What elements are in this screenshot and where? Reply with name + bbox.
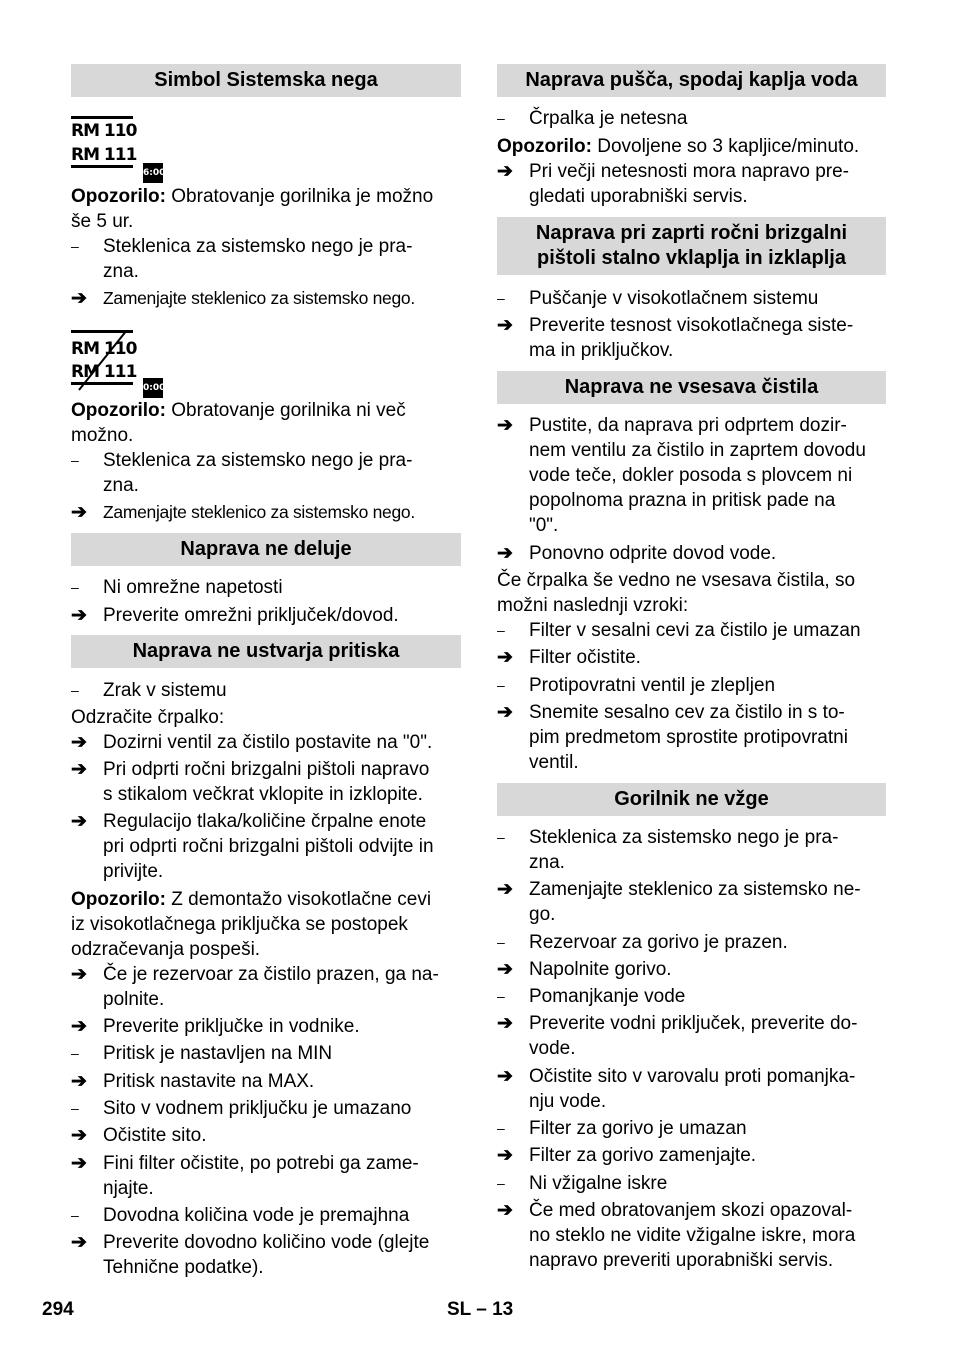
action-item: ➔ Če med obratovanjem skozi opazoval- (497, 1200, 853, 1221)
list-item: – Steklenica za sistemsko nego je pra- (71, 236, 413, 257)
section-heading-no-pressure: Naprava ne ustvarja pritiska (71, 635, 461, 668)
symbol-timer-box: 0:00 (143, 378, 163, 398)
section-heading-leaking: Naprava pušča, spodaj kaplja voda (497, 64, 886, 97)
action-item-cont: pri odprti ročni brizgalni pištoli odvijte in (103, 836, 434, 857)
action-item: ➔ Filter očistite. (497, 647, 641, 668)
action-item-cont: nem ventilu za čistilo in zaprtem dovodu (529, 440, 866, 461)
action-item: ➔ Snemite sesalno cev za čistilo in s to- (497, 702, 845, 723)
symbol-label-rm110: RM 110 (71, 121, 137, 141)
paragraph-cont: možni naslednji vzroki: (497, 595, 689, 616)
action-item: ➔ Očistite sito. (71, 1125, 207, 1146)
list-item: – Filter za gorivo je umazan (497, 1118, 747, 1139)
action-item-cont: "0". (529, 515, 559, 536)
action-item-cont: go. (529, 904, 556, 925)
list-item-cont: zna. (529, 852, 565, 873)
action-item: ➔ Preverite dovodno količino vode (glejte (71, 1232, 430, 1253)
warning-paragraph-1: Opozorilo: Obratovanje gorilnika je možno (71, 186, 434, 207)
list-item: – Ni vžigalne iskre (497, 1173, 668, 1194)
paragraph-cont: iz visokotlačnega priključka se postopek (71, 914, 408, 935)
symbol-label-rm110: RM 110 (71, 339, 137, 359)
section-heading-system-care: Simbol Sistemska nega (71, 64, 461, 97)
action-item: ➔ Dozirni ventil za čistilo postavite na "0". (71, 732, 433, 753)
action-item-cont: vode. (529, 1038, 576, 1059)
paragraph-cont: odzračevanja pospeši. (71, 939, 261, 960)
list-item-cont: zna. (103, 475, 139, 496)
action-item-cont: vode teče, dokler posoda s plovcem ni (529, 465, 853, 486)
action-item-cont: pim predmetom sprostite protipovratni (529, 727, 848, 748)
list-item: – Rezervoar za gorivo je prazen. (497, 932, 788, 953)
action-item: ➔ Pri odprti ročni brizgalni pištoli napravo (71, 759, 430, 780)
action-item: ➔ Zamenjajte steklenico za sistemsko nego. (71, 502, 415, 523)
section-heading-no-detergent: Naprava ne vsesava čistila (497, 371, 886, 404)
action-item: ➔ Pri večji netesnosti mora napravo pre- (497, 161, 849, 182)
warning-paragraph-2-cont: možno. (71, 425, 134, 446)
action-item: ➔ Preverite omrežni priključek/dovod. (71, 605, 399, 626)
action-item: ➔ Filter za gorivo zamenjajte. (497, 1145, 757, 1166)
list-item: – Sito v vodnem priključku je umazano (71, 1098, 412, 1119)
action-item: ➔ Preverite tesnost visokotlačnega siste- (497, 315, 854, 336)
list-item: – Pritisk je nastavljen na MIN (71, 1043, 333, 1064)
action-item-cont: polnite. (103, 989, 165, 1010)
warning-paragraph-1-cont: še 5 ur. (71, 211, 134, 232)
section-heading-burner: Gorilnik ne vžge (497, 783, 886, 816)
section-heading-not-working: Naprava ne deluje (71, 533, 461, 566)
action-item: ➔ Pritisk nastavite na MAX. (71, 1071, 315, 1092)
action-item-cont: popolnoma prazna in pritisk pade na (529, 490, 836, 511)
list-item: – Protipovratni ventil je zlepljen (497, 675, 776, 696)
list-item: – Dovodna količina vode je premajhna (71, 1205, 410, 1226)
paragraph: Odzračite črpalko: (71, 707, 225, 728)
action-item-cont: nju vode. (529, 1091, 607, 1112)
action-item-cont: ventil. (529, 752, 579, 773)
action-item-cont: gledati uporabniški servis. (529, 186, 748, 207)
action-item-cont: s stikalom večkrat vklopite in izklopite. (103, 784, 423, 805)
list-item: – Pomanjkanje vode (497, 986, 686, 1007)
action-item-cont: ma in priključkov. (529, 340, 674, 361)
warning-paragraph: Opozorilo: Dovoljene so 3 kapljice/minuto. (497, 136, 860, 157)
action-item: ➔ Zamenjajte steklenico za sistemsko ne- (497, 879, 861, 900)
symbol-timer-box: 6:00 (143, 163, 163, 183)
list-item: – Puščanje v visokotlačnem sistemu (497, 288, 819, 309)
list-item: – Filter v sesalni cevi za čistilo je umazan (497, 620, 861, 641)
action-item-cont: napravo preveriti uporabniški servis. (529, 1250, 834, 1271)
system-care-full-icon (71, 116, 171, 186)
action-item-cont: privijte. (103, 861, 164, 882)
action-item: ➔ Fini filter očistite, po potrebi ga zame- (71, 1153, 419, 1174)
action-item-cont: no steklo ne vidite vžigalne iskre, mora (529, 1225, 856, 1246)
symbol-label-rm111: RM 111 (71, 362, 137, 382)
action-item: ➔ Očistite sito v varovalu proti pomanjka- (497, 1066, 856, 1087)
strike-through-icon (71, 330, 133, 392)
paragraph: Če črpalka še vedno ne vsesava čistila, so (497, 570, 856, 591)
list-item: – Zrak v sistemu (71, 680, 227, 701)
footer-lang-page: SL – 13 (447, 1299, 514, 1320)
system-care-empty-icon (71, 330, 171, 400)
symbol-label-rm111: RM 111 (71, 145, 137, 165)
list-item: – Ni omrežne napetosti (71, 577, 283, 598)
action-item-cont: Tehnične podatke). (103, 1257, 264, 1278)
warning-paragraph-3: Opozorilo: Z demontažo visokotlačne cevi (71, 889, 432, 910)
action-item: ➔ Pustite, da naprava pri odprtem dozir- (497, 415, 847, 436)
action-item: ➔ Regulacijo tlaka/količine črpalne enote (71, 811, 427, 832)
list-item-cont: zna. (103, 261, 139, 282)
list-item: – Steklenica za sistemsko nego je pra- (71, 450, 413, 471)
action-item: ➔ Preverite vodni priključek, preverite do- (497, 1013, 858, 1034)
warning-paragraph-2: Opozorilo: Obratovanje gorilnika ni več (71, 400, 406, 421)
action-item: ➔ Zamenjajte steklenico za sistemsko nego. (71, 288, 415, 309)
action-item-cont: njajte. (103, 1178, 154, 1199)
action-item: ➔ Preverite priključke in vodnike. (71, 1016, 360, 1037)
section-heading-switching: Naprava pri zaprti ročni brizgalni pištoli stalno vklaplja in izklaplja (497, 217, 886, 275)
list-item: – Črpalka je netesna (497, 108, 688, 129)
action-item: ➔ Če je rezervoar za čistilo prazen, ga na- (71, 964, 439, 985)
list-item: – Steklenica za sistemsko nego je pra- (497, 827, 839, 848)
action-item: ➔ Ponovno odprite dovod vode. (497, 543, 777, 564)
action-item: ➔ Napolnite gorivo. (497, 959, 672, 980)
page-number: 294 (42, 1299, 74, 1320)
